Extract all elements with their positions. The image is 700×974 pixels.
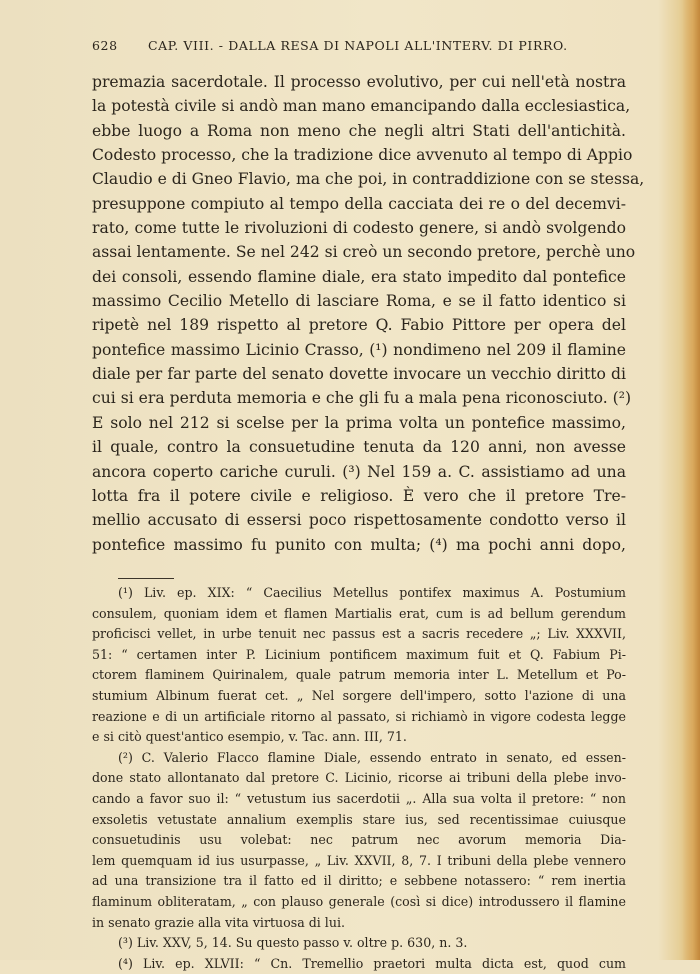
footnote-line: consuetudinis usu volebat: nec patrum nec avorum memoria Dia- <box>92 832 626 848</box>
body-line: ebbe luogo a Roma non meno che negli altri Stati dell'antichità. <box>92 121 626 140</box>
footnote-line: done stato allontanato dal pretore C. Licinio, ricorse ai tribuni della plebe invo- <box>92 770 626 786</box>
body-line: premazia sacerdotale. Il processo evolutivo, per cui nell'età nostra <box>92 73 626 91</box>
footnote-line: ctorem flaminem Quirinalem, quale patrum memoria inter L. Metellum et Po- <box>92 667 626 683</box>
footnote-line: (⁴) Liv. ep. XLVII: “ Cn. Tremellio praetori multa dicta est, quod cum <box>118 955 626 971</box>
running-header <box>92 38 632 58</box>
body-line: lotta fra il potere civile e religioso. È vero che il pretore Tre- <box>92 486 626 505</box>
body-line: il quale, contro la consuetudine tenuta da 120 anni, non avesse <box>92 438 626 457</box>
footnote-line: in senato grazie alla vita virtuosa di lui. <box>92 914 345 930</box>
footnote-line: ad una transizione tra il fatto ed il diritto; e sebbene notassero: “ rem inertia <box>92 873 626 889</box>
body-line: ancora coperto cariche curuli. (³) Nel 159 a. C. assistiamo ad una <box>92 462 626 481</box>
footnote-line: (²) C. Valerio Flacco flamine Diale, essendo entrato in senato, ed essen- <box>118 749 626 765</box>
body-line: diale per far parte del senato dovette invocare un vecchio diritto di <box>92 365 626 384</box>
page-number: 628 <box>92 38 118 53</box>
footnote-line: e si citò quest'antico esempio, v. Tac. ann. III, 71. <box>92 729 407 745</box>
footnote-line: stumium Albinum fuerat cet. „ Nel sorgere dell'impero, sotto l'azione di una <box>92 687 626 703</box>
footnote-line: flaminum obliteratam, „ con plauso generale (così si dice) introdussero il flamine <box>92 893 626 909</box>
body-line: pontefice massimo Licinio Crasso, (¹) nondimeno nel 209 il flamine <box>92 340 626 359</box>
footnotes <box>92 583 626 974</box>
footnote-line: exsoletis vetustate annalium exemplis stare ius, sed recentissimae cuiusque <box>92 811 626 827</box>
footnote-line: proficisci vellet, in urbe tenuit nec passus est a sacris recedere „; Liv. XXXVII, <box>92 626 626 642</box>
body-line: rato, come tutte le rivoluzioni di codesto genere, si andò svolgendo <box>92 219 626 238</box>
running-title: CAP. VIII. - DALLA RESA DI NAPOLI ALL'INTERV. DI PIRRO. <box>148 38 568 53</box>
body-line: la potestà civile si andò man mano emancipando dalla ecclesiastica, <box>92 97 631 116</box>
body-line: E solo nel 212 si scelse per la prima volta un pontefice massimo, <box>92 413 626 432</box>
body-line: massimo Cecilio Metello di lasciare Roma, e se il fatto identico si <box>92 292 626 311</box>
body-line: Codesto processo, che la tradizione dice avvenuto al tempo di Appio <box>92 146 633 165</box>
footnote-line: cando a favor suo il: “ vetustum ius sacerdotii „. Alla sua volta il pretore: “ non <box>92 790 626 806</box>
footnote-line: (¹) Liv. ep. XIX: “ Caecilius Metellus pontifex maximus A. Postumium <box>118 585 626 600</box>
footnote-line: (³) Liv. XXV, 5, 14. Su questo passo v. oltre p. 630, n. 3. <box>118 935 468 951</box>
body-line: mellio accusato di essersi poco rispettosamente condotto verso il <box>92 511 626 530</box>
footnote-line: reazione e di un artificiale ritorno al passato, si richiamò in vigore codesta legge <box>92 708 626 724</box>
body-line: dei consoli, essendo flamine diale, era stato impedito dal pontefice <box>92 267 626 286</box>
footnote-line: lem quemquam id ius usurpasse, „ Liv. XXVII, 8, 7. I tribuni della plebe vennero <box>92 852 626 868</box>
page-edge-shadow <box>682 0 700 960</box>
body-line: cui si era perduta memoria e che gli fu a mala pena riconosciuto. (²) <box>92 389 632 408</box>
body-line: pontefice massimo fu punito con multa; (⁴) ma pochi anni dopo, <box>92 535 626 554</box>
body-line: presuppone compiuto al tempo della cacciata dei re o del decemvi- <box>92 194 626 213</box>
body-line: Claudio e di Gneo Flavio, ma che poi, in contraddizione con se stessa, <box>92 170 645 189</box>
body-line: ripetè nel 189 rispetto al pretore Q. Fabio Pittore per opera del <box>92 316 626 335</box>
body-line: assai lentamente. Se nel 242 si creò un secondo pretore, perchè uno <box>92 243 636 262</box>
footnote-line: 51: “ certamen inter P. Licinium pontificem maximum fuit et Q. Fabium Pi- <box>92 646 626 662</box>
footnote-line: consulem, quoniam idem et flamen Martialis erat, cum is ad bellum gerendum <box>92 605 626 621</box>
main-text <box>92 70 645 557</box>
footnote-divider <box>118 578 174 579</box>
